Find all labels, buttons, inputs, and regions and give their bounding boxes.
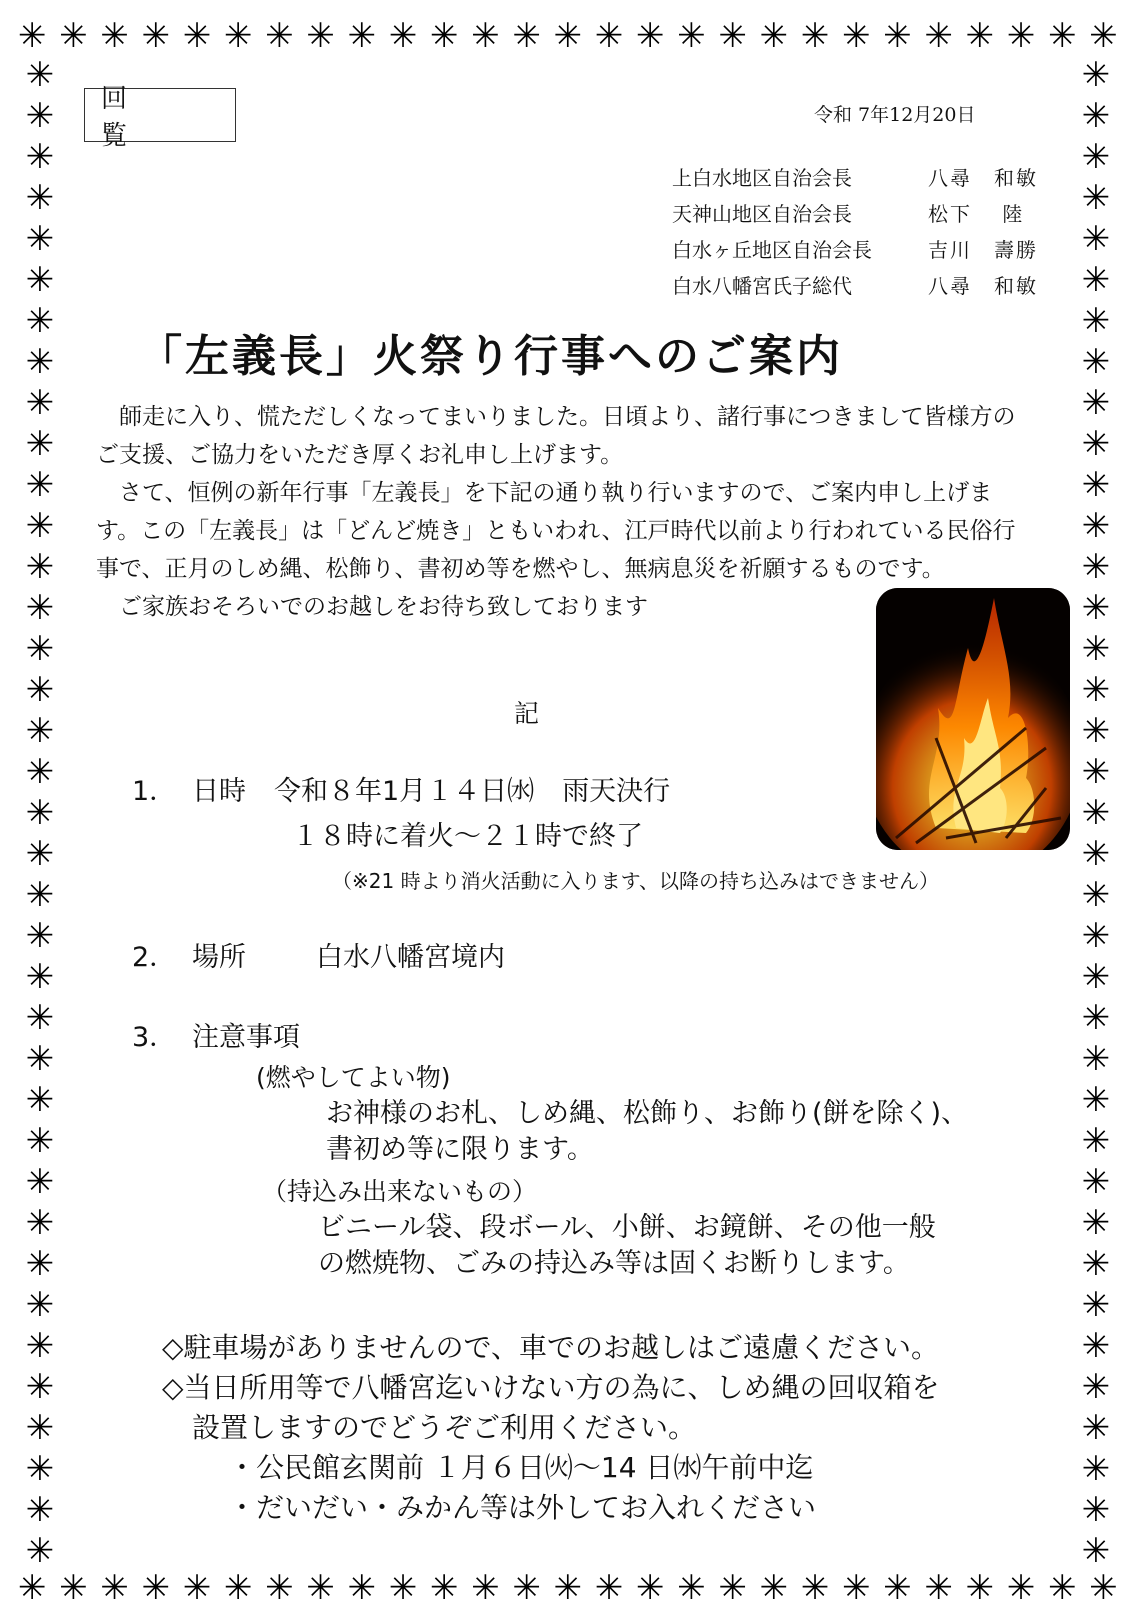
- intro-paragraph: ご家族おそろいでのお越しをお待ち致しております: [119, 594, 648, 620]
- border-ornament-icon: ✳: [25, 875, 55, 915]
- border-ornament-icon: ✳: [141, 16, 171, 56]
- signer-name: 八尋 和敏: [928, 273, 1038, 298]
- border-ornament-icon: ✳: [1081, 1531, 1111, 1571]
- border-ornament-icon: ✳: [25, 793, 55, 833]
- item-datetime: [132, 772, 670, 812]
- border-ornament-icon: ✳: [1081, 1162, 1111, 1202]
- border-ornament-icon: ✳: [471, 16, 500, 56]
- border-ornament-icon: ✳: [25, 629, 55, 669]
- right-border: [1074, 55, 1118, 1571]
- item-place: [132, 938, 505, 978]
- ki-heading: 記: [514, 699, 540, 728]
- border-ornament-icon: ✳: [1081, 711, 1111, 751]
- allowed-line: お神様のお札、しめ縄、松飾り、お飾り(餅を除く)、: [326, 1098, 969, 1129]
- top-border: [18, 14, 1118, 58]
- border-ornament-icon: ✳: [100, 1568, 129, 1608]
- border-ornament-icon: ✳: [25, 670, 55, 710]
- border-ornament-icon: ✳: [18, 1568, 47, 1608]
- border-ornament-icon: ✳: [1081, 1039, 1111, 1079]
- border-ornament-icon: ✳: [1081, 998, 1111, 1038]
- border-ornament-icon: ✳: [1081, 301, 1111, 341]
- border-ornament-icon: ✳: [18, 16, 47, 56]
- border-ornament-icon: ✳: [1081, 629, 1111, 669]
- border-ornament-icon: ✳: [1081, 1285, 1111, 1325]
- border-ornament-icon: ✳: [1048, 16, 1077, 56]
- border-ornament-icon: ✳: [1081, 875, 1111, 915]
- border-ornament-icon: ✳: [924, 16, 953, 56]
- border-ornament-icon: ✳: [25, 1531, 55, 1571]
- left-border: [18, 55, 62, 1571]
- allowed-heading: (燃やしてよい物): [256, 1063, 451, 1092]
- event-time: １８時に着火～２１時で終了: [292, 821, 643, 852]
- border-ornament-icon: ✳: [718, 16, 747, 56]
- prohibited-list: [318, 1210, 936, 1282]
- event-date: 令和８年1月１４日㈬: [274, 776, 535, 807]
- border-ornament-icon: ✳: [224, 1568, 253, 1608]
- border-ornament-icon: ✳: [25, 1367, 55, 1407]
- collection-details: [228, 1448, 816, 1528]
- item-label: 日時: [192, 776, 246, 807]
- border-ornament-icon: ✳: [182, 1568, 212, 1608]
- kairan-box: [84, 84, 236, 151]
- border-ornament-icon: ✳: [718, 1568, 747, 1608]
- event-place: 白水八幡宮境内: [316, 942, 505, 973]
- border-ornament-icon: ✳: [594, 1568, 624, 1608]
- border-ornament-icon: ✳: [25, 219, 55, 259]
- prohibited-line: ビニール袋、段ボール、小餅、お鏡餅、その他一般: [318, 1212, 936, 1243]
- border-ornament-icon: ✳: [1081, 96, 1111, 136]
- border-ornament-icon: ✳: [25, 96, 55, 136]
- border-ornament-icon: ✳: [1081, 1326, 1111, 1366]
- border-ornament-icon: ✳: [265, 16, 294, 56]
- border-ornament-icon: ✳: [25, 342, 55, 382]
- border-ornament-icon: ✳: [1081, 55, 1111, 95]
- border-ornament-icon: ✳: [265, 1568, 294, 1608]
- prohibited-line: の燃焼物、ごみの持込み等は固くお断りします。: [318, 1248, 910, 1279]
- border-ornament-icon: ✳: [25, 1080, 55, 1120]
- border-ornament-icon: ✳: [430, 16, 459, 56]
- border-ornament-icon: ✳: [25, 1244, 55, 1284]
- border-ornament-icon: ✳: [182, 16, 212, 56]
- border-ornament-icon: ✳: [25, 711, 55, 751]
- notice-parking: ◇駐車場がありませんので、車でのお越しはご遠慮ください。: [162, 1331, 939, 1364]
- signer-org: 天神山地区自治会長: [672, 201, 852, 226]
- border-ornament-icon: ✳: [25, 1039, 55, 1079]
- border-ornament-icon: ✳: [25, 301, 55, 341]
- notice-list: [162, 1328, 940, 1448]
- border-ornament-icon: ✳: [25, 1285, 55, 1325]
- border-ornament-icon: ✳: [1081, 1203, 1111, 1243]
- border-ornament-icon: ✳: [965, 1568, 995, 1608]
- border-ornament-icon: ✳: [388, 16, 418, 56]
- border-ornament-icon: ✳: [1081, 342, 1111, 382]
- issue-date: 令和 7年12月20日: [814, 104, 976, 126]
- signer-row: [672, 194, 1048, 230]
- border-ornament-icon: ✳: [1081, 547, 1111, 587]
- border-ornament-icon: ✳: [1081, 1408, 1111, 1448]
- border-ornament-icon: ✳: [1081, 752, 1111, 792]
- item-number: 3．: [132, 1022, 177, 1053]
- border-ornament-icon: ✳: [25, 506, 55, 546]
- border-ornament-icon: ✳: [25, 834, 55, 874]
- intro-paragraph: さて、恒例の新年行事「左義長」を下記の通り執り行いますので、ご案内申し上げます。この「左義長」は「どんど焼き」ともいわれ、江戸時代以前より行われている民俗行事で、正月のしめ縄、松飾り、書初め等を燃やし、無病息災を祈願するものです。: [96, 480, 1016, 582]
- border-ornament-icon: ✳: [430, 1568, 459, 1608]
- item-label: 場所: [192, 942, 246, 973]
- border-ornament-icon: ✳: [306, 1568, 335, 1608]
- border-ornament-icon: ✳: [759, 1568, 789, 1608]
- border-ornament-icon: ✳: [25, 588, 55, 628]
- border-ornament-icon: ✳: [25, 1121, 55, 1161]
- border-ornament-icon: ✳: [25, 55, 55, 95]
- border-ornament-icon: ✳: [594, 16, 624, 56]
- border-ornament-icon: ✳: [1006, 16, 1036, 56]
- border-ornament-icon: ✳: [677, 16, 706, 56]
- border-ornament-icon: ✳: [25, 1490, 55, 1530]
- border-ornament-icon: ✳: [553, 16, 583, 56]
- signer-list: [672, 158, 1048, 302]
- border-ornament-icon: ✳: [1081, 219, 1111, 259]
- prohibited-heading: （持込み出来ないもの）: [262, 1177, 538, 1206]
- border-ornament-icon: ✳: [25, 1203, 55, 1243]
- border-ornament-icon: ✳: [1081, 957, 1111, 997]
- notice-collection-box-cont: 設置しますのでどうぞご利用ください。: [192, 1411, 697, 1444]
- rain-policy: 雨天決行: [562, 776, 671, 807]
- border-ornament-icon: ✳: [1081, 588, 1111, 628]
- collection-instruction: ・だいだい・みかん等は外してお入れください: [228, 1491, 817, 1524]
- border-ornament-icon: ✳: [1089, 16, 1118, 56]
- signer-row: [672, 230, 1048, 266]
- border-ornament-icon: ✳: [25, 752, 55, 792]
- border-ornament-icon: ✳: [1081, 1449, 1111, 1489]
- collection-place: ・公民館玄関前 １月６日㈫～14 日㈬午前中迄: [228, 1451, 814, 1484]
- border-ornament-icon: ✳: [25, 998, 55, 1038]
- border-ornament-icon: ✳: [553, 1568, 583, 1608]
- border-ornament-icon: ✳: [25, 178, 55, 218]
- bonfire-photo: [876, 588, 1070, 850]
- border-ornament-icon: ✳: [883, 1568, 912, 1608]
- signer-name: 松下 陸: [928, 201, 1025, 226]
- border-ornament-icon: ✳: [1081, 1244, 1111, 1284]
- border-ornament-icon: ✳: [759, 16, 789, 56]
- border-ornament-icon: ✳: [25, 137, 55, 177]
- border-ornament-icon: ✳: [25, 424, 55, 464]
- signer-name: 吉川 壽勝: [928, 237, 1038, 262]
- border-ornament-icon: ✳: [512, 16, 541, 56]
- border-ornament-icon: ✳: [636, 1568, 665, 1608]
- border-ornament-icon: ✳: [1081, 1367, 1111, 1407]
- border-ornament-icon: ✳: [1081, 670, 1111, 710]
- signer-org: 白水ヶ丘地区自治会長: [672, 237, 872, 262]
- border-ornament-icon: ✳: [388, 1568, 418, 1608]
- border-ornament-icon: ✳: [1081, 178, 1111, 218]
- signer-org: 上白水地区自治会長: [672, 165, 852, 190]
- intro-paragraph: 師走に入り、慌ただしくなってまいりました。日頃より、諸行事につきまして皆様方のご支援、ご協力をいただき厚くお礼申し上げます。: [96, 404, 1016, 468]
- border-ornament-icon: ✳: [471, 1568, 500, 1608]
- border-ornament-icon: ✳: [141, 1568, 171, 1608]
- event-note: （※21 時より消火活動に入ります、以降の持ち込みはできません）: [332, 869, 939, 893]
- border-ornament-icon: ✳: [25, 383, 55, 423]
- border-ornament-icon: ✳: [636, 16, 665, 56]
- border-ornament-icon: ✳: [1006, 1568, 1036, 1608]
- border-ornament-icon: ✳: [924, 1568, 953, 1608]
- item-number: 2．: [132, 942, 177, 973]
- border-ornament-icon: ✳: [800, 1568, 830, 1608]
- border-ornament-icon: ✳: [1081, 834, 1111, 874]
- page-title: 「左義長」火祭り行事へのご案内: [138, 331, 843, 382]
- border-ornament-icon: ✳: [25, 465, 55, 505]
- border-ornament-icon: ✳: [1081, 506, 1111, 546]
- border-ornament-icon: ✳: [59, 1568, 88, 1608]
- border-ornament-icon: ✳: [1081, 424, 1111, 464]
- border-ornament-icon: ✳: [1081, 260, 1111, 300]
- border-ornament-icon: ✳: [1081, 1121, 1111, 1161]
- border-ornament-icon: ✳: [1081, 383, 1111, 423]
- border-ornament-icon: ✳: [842, 16, 871, 56]
- allowed-list: [326, 1096, 968, 1168]
- item-number: 1．: [132, 776, 177, 807]
- item-label: 注意事項: [192, 1022, 300, 1053]
- border-ornament-icon: ✳: [1081, 793, 1111, 833]
- allowed-line: 書初め等に限ります。: [326, 1134, 594, 1165]
- border-ornament-icon: ✳: [25, 1326, 55, 1366]
- signer-org: 白水八幡宮氏子総代: [672, 273, 852, 298]
- border-ornament-icon: ✳: [347, 16, 377, 56]
- border-ornament-icon: ✳: [1081, 1490, 1111, 1530]
- border-ornament-icon: ✳: [25, 260, 55, 300]
- notice-collection-box: ◇当日所用等で八幡宮迄いけない方の為に、しめ縄の回収箱を: [162, 1371, 940, 1404]
- border-ornament-icon: ✳: [25, 957, 55, 997]
- border-ornament-icon: ✳: [965, 16, 995, 56]
- signer-row: [672, 266, 1048, 302]
- border-ornament-icon: ✳: [1081, 916, 1111, 956]
- border-ornament-icon: ✳: [842, 1568, 871, 1608]
- border-ornament-icon: ✳: [1081, 137, 1111, 177]
- border-ornament-icon: ✳: [100, 16, 129, 56]
- border-ornament-icon: ✳: [25, 1449, 55, 1489]
- border-ornament-icon: ✳: [883, 16, 912, 56]
- bottom-border: [18, 1566, 1118, 1610]
- item-notes: [132, 1018, 300, 1058]
- border-ornament-icon: ✳: [677, 1568, 706, 1608]
- border-ornament-icon: ✳: [25, 547, 55, 587]
- border-ornament-icon: ✳: [25, 1162, 55, 1202]
- kairan-label: 回 覧: [101, 84, 158, 151]
- border-ornament-icon: ✳: [25, 916, 55, 956]
- border-ornament-icon: ✳: [1089, 1568, 1118, 1608]
- signer-row: [672, 158, 1048, 194]
- signer-name: 八尋 和敏: [928, 165, 1038, 190]
- border-ornament-icon: ✳: [1081, 1080, 1111, 1120]
- border-ornament-icon: ✳: [347, 1568, 377, 1608]
- border-ornament-icon: ✳: [800, 16, 830, 56]
- bonfire-image: [876, 588, 1070, 850]
- border-ornament-icon: ✳: [306, 16, 335, 56]
- border-ornament-icon: ✳: [1048, 1568, 1077, 1608]
- border-ornament-icon: ✳: [224, 16, 253, 56]
- border-ornament-icon: ✳: [512, 1568, 541, 1608]
- border-ornament-icon: ✳: [25, 1408, 55, 1448]
- border-ornament-icon: ✳: [59, 16, 88, 56]
- border-ornament-icon: ✳: [1081, 465, 1111, 505]
